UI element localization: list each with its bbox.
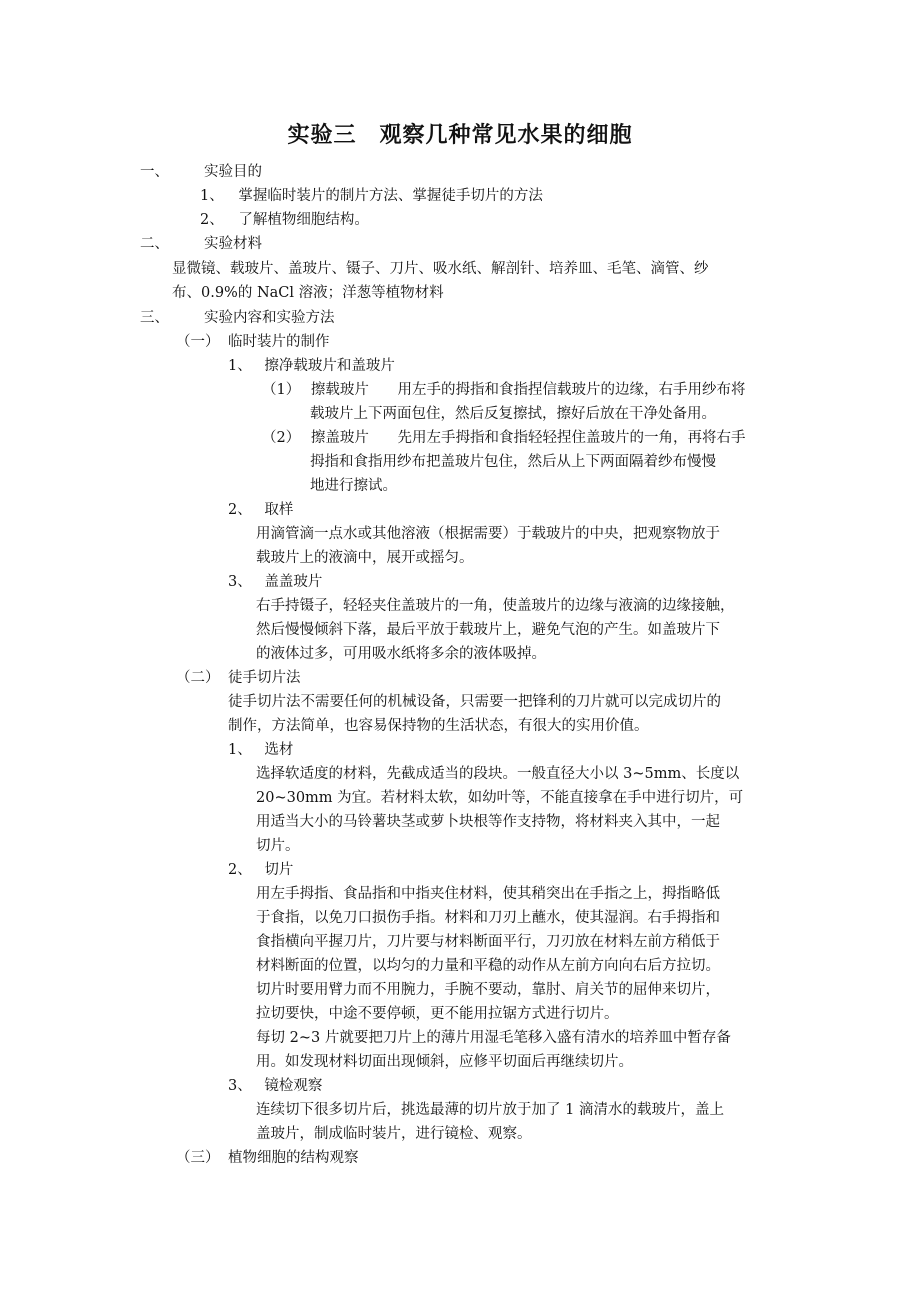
section-3-number: 三、 xyxy=(140,310,169,326)
sub-item xyxy=(262,378,745,402)
sub-item-text: 拇指和食指用纱布把盖玻片包住，然后从上下两面隔着纱布慢慢 xyxy=(310,454,716,470)
subsection-3-number: （三） xyxy=(176,1150,220,1166)
list-item-number: 1、 xyxy=(228,358,252,374)
paragraph-line: 右手持镊子，轻轻夹住盖玻片的一角，使盖玻片的边缘与液滴的边缘接触， xyxy=(256,598,735,614)
paragraph-line: 每切 2~3 片就要把刀片上的薄片用湿毛笔移入盛有清水的培养皿中暂存备 xyxy=(256,1030,731,1046)
sub-item-text: 载玻片上下两面包住，然后反复擦拭，擦好后放在干净处备用。 xyxy=(310,406,716,422)
paragraph-line: 徒手切片法不需要任何的机械设备，只需要一把锋利的刀片就可以完成切片的 xyxy=(228,694,721,710)
list-item-number: 1、 xyxy=(228,742,252,758)
list-item-heading: 选材 xyxy=(264,742,294,758)
paragraph-line: 用适当大小的马铃薯块茎或萝卜块根等作支持物，将材料夹入其中，一起 xyxy=(256,814,720,830)
list-item xyxy=(228,498,293,522)
paragraph-line: 用左手拇指、食品指和中指夹住材料，使其稍突出在手指之上，拇指略低 xyxy=(256,886,720,902)
paragraph-line: 然后慢慢倾斜下落，最后平放于载玻片上，避免气泡的产生。如盖玻片下 xyxy=(256,622,720,638)
paragraph-line: 制作，方法简单，也容易保持物的生活状态，有很大的实用价值。 xyxy=(228,718,649,734)
paragraph-line: 载玻片上的液滴中，展开或摇匀。 xyxy=(256,550,474,566)
sub-item-number: （2） xyxy=(262,430,301,446)
list-item-number: 3、 xyxy=(228,574,252,590)
subsection-3-heading: 植物细胞的结构观察 xyxy=(228,1150,359,1166)
list-item xyxy=(200,184,543,208)
paragraph-line: 连续切下很多切片后，挑选最薄的切片放于加了 1 滴清水的载玻片，盖上 xyxy=(256,1102,724,1118)
paragraph-line: 切片。 xyxy=(256,838,300,854)
paragraph-line: 用。如发现材料切面出现倾斜，应修平切面后再继续切片。 xyxy=(256,1054,633,1070)
paragraph-line: 用滴管滴一点水或其他溶液（根据需要）于载玻片的中央，把观察物放于 xyxy=(256,526,720,542)
list-item xyxy=(228,738,293,762)
paragraph-line: 于食指，以免刀口损伤手指。材料和刀刃上蘸水，使其湿润。右手拇指和 xyxy=(256,910,720,926)
list-item-number: 2、 xyxy=(200,212,224,228)
list-item-number: 2、 xyxy=(228,862,252,878)
paragraph-line: 材料断面的位置，以均匀的力量和平稳的动作从左前方向向右后方拉切。 xyxy=(256,958,720,974)
list-item-heading: 取样 xyxy=(264,502,294,518)
section-2-number: 二、 xyxy=(140,236,169,252)
list-item-text: 掌握临时装片的制片方法、掌握徒手切片的方法 xyxy=(238,188,543,204)
sub-item-heading: 擦载玻片 xyxy=(310,382,369,398)
list-item-heading: 擦净载玻片和盖玻片 xyxy=(264,358,395,374)
page-title: 实验三 观察几种常见水果的细胞 xyxy=(287,122,633,148)
paragraph-line: 20~30mm 为宜。若材料太软，如幼叶等，不能直接拿在手中进行切片，可 xyxy=(256,790,744,806)
list-item-heading: 镜检观察 xyxy=(264,1078,323,1094)
list-item xyxy=(228,858,293,882)
paragraph-line: 切片时要用臂力而不用腕力，手腕不要动，靠肘、肩关节的屈伸来切片， xyxy=(256,982,720,998)
sub-item-text: 用左手的拇指和食指捏信载玻片的边缘，右手用纱布将 xyxy=(397,382,746,398)
list-item xyxy=(200,208,369,232)
subsection-1-number: （一） xyxy=(176,334,220,350)
sub-item-number: （1） xyxy=(262,382,301,398)
subsection-2-heading: 徒手切片法 xyxy=(228,670,301,686)
list-item xyxy=(228,354,395,378)
list-item-heading: 盖盖玻片 xyxy=(264,574,323,590)
paragraph-line: 选择软适度的材料，先截成适当的段块。一般直径大小以 3~5mm、长度以 xyxy=(256,766,740,782)
list-item xyxy=(228,1074,322,1098)
list-item-number: 2、 xyxy=(228,502,252,518)
materials-text-line: 布、0.9%的 NaCl 溶液；洋葱等植物材料 xyxy=(172,285,444,301)
subsection-2-number: （二） xyxy=(176,670,220,686)
paragraph-line: 食指横向平握刀片，刀片要与材料断面平行，刀刃放在材料左前方稍低于 xyxy=(256,934,720,950)
section-2-heading: 实验材料 xyxy=(204,236,262,252)
sub-item xyxy=(262,426,745,450)
paragraph-line: 拉切要快，中途不要停顿，更不能用拉锯方式进行切片。 xyxy=(256,1006,619,1022)
sub-item-heading: 擦盖玻片 xyxy=(310,430,369,446)
list-item-number: 3、 xyxy=(228,1078,252,1094)
paragraph-line: 盖玻片，制成临时装片，进行镜检、观察。 xyxy=(256,1126,532,1142)
sub-item-text: 地进行擦试。 xyxy=(310,478,397,494)
materials-text-line: 显微镜、载玻片、盖玻片、镊子、刀片、吸水纸、解剖针、培养皿、毛笔、滴管、纱 xyxy=(172,261,709,277)
section-1-number: 一、 xyxy=(140,164,169,180)
sub-item-text: 先用左手拇指和食指轻轻捏住盖玻片的一角，再将右手 xyxy=(397,430,746,446)
list-item-text: 了解植物细胞结构。 xyxy=(238,212,369,228)
subsection-1-heading: 临时装片的制作 xyxy=(228,334,330,350)
section-1-heading: 实验目的 xyxy=(204,164,262,180)
section-3-heading: 实验内容和实验方法 xyxy=(204,310,335,326)
paragraph-line: 的液体过多，可用吸水纸将多余的液体吸掉。 xyxy=(256,646,546,662)
list-item-heading: 切片 xyxy=(264,862,294,878)
list-item-number: 1、 xyxy=(200,188,224,204)
list-item xyxy=(228,570,322,594)
